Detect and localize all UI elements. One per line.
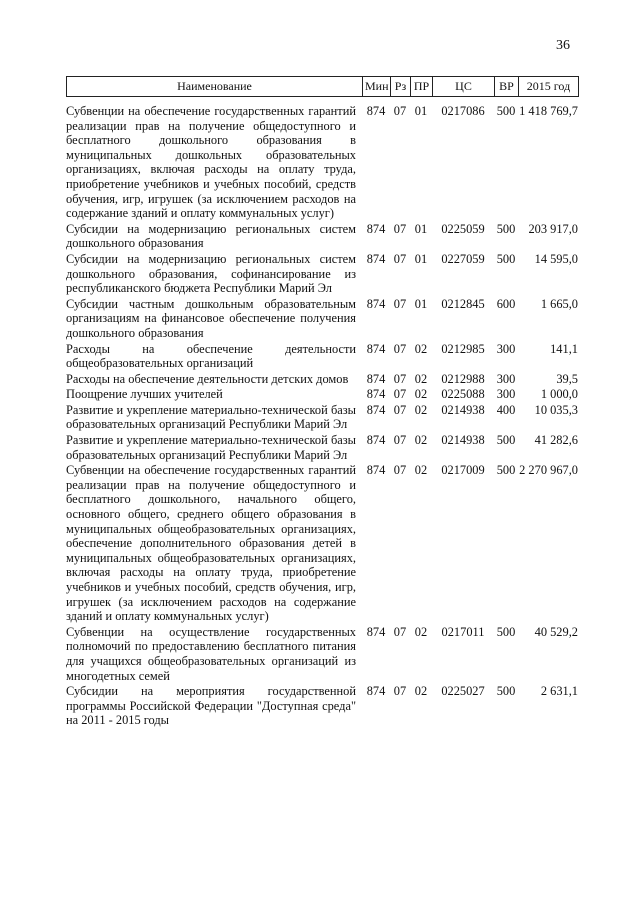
- column-header-min: Мин: [363, 77, 391, 97]
- cell-amount: 2 270 967,0: [519, 463, 578, 478]
- table-row: [66, 252, 578, 297]
- cell-amount: 1 000,0: [540, 387, 578, 402]
- cell-vr: 500: [496, 221, 516, 236]
- cell-amount: 141,1: [550, 341, 578, 356]
- cell-cs: 0214938: [441, 402, 485, 417]
- cell-name: Развитие и укрепление материально-технической базы образовательных организаций Республики Марий Эл: [66, 402, 356, 432]
- cell-cs: 0225027: [441, 684, 485, 699]
- cell-cs: 0212985: [441, 341, 485, 356]
- cell-pr: 01: [414, 104, 428, 118]
- cell-name: Поощрение лучших учителей: [66, 387, 223, 402]
- cell-pr: 02: [414, 463, 428, 478]
- cell-name: Расходы на обеспечение деятельности детских домов: [66, 371, 349, 386]
- cell-rz: 07: [393, 624, 407, 639]
- cell-pr: 01: [414, 251, 428, 266]
- cell-cs: 0225088: [441, 387, 485, 402]
- cell-cs: 0212845: [441, 296, 485, 311]
- cell-pr: 01: [414, 296, 428, 311]
- column-header-year: 2015 год: [519, 77, 579, 97]
- cell-min: 874: [366, 433, 386, 448]
- column-header-name: Наименование: [67, 77, 363, 97]
- cell-rz: 07: [393, 463, 407, 478]
- cell-vr: 300: [496, 341, 516, 356]
- cell-amount: 1 418 769,7: [519, 104, 578, 118]
- cell-rz: 07: [393, 221, 407, 236]
- table-row: [66, 684, 578, 729]
- cell-name: Расходы на обеспечение деятельности общеобразовательных организаций: [66, 341, 356, 371]
- cell-amount: 41 282,6: [534, 433, 578, 448]
- cell-vr: 500: [496, 463, 516, 478]
- cell-vr: 500: [496, 433, 516, 448]
- table-row: [66, 104, 578, 222]
- cell-rz: 07: [393, 371, 407, 386]
- page-number: 36: [556, 38, 570, 53]
- cell-min: 874: [366, 341, 386, 356]
- cell-vr: 600: [496, 296, 516, 311]
- cell-min: 874: [366, 684, 386, 699]
- cell-rz: 07: [393, 387, 407, 402]
- cell-name: Развитие и укрепление материально-технической базы образовательных организаций Республики Марий Эл: [66, 433, 356, 462]
- cell-cs: 0214938: [441, 433, 485, 448]
- cell-cs: 0217011: [441, 624, 485, 639]
- cell-min: 874: [366, 296, 386, 311]
- cell-amount: 10 035,3: [534, 402, 578, 417]
- cell-name: Субсидии на модернизацию региональных систем дошкольного образования: [66, 221, 356, 251]
- cell-rz: 07: [393, 104, 407, 118]
- cell-vr: 500: [496, 251, 516, 266]
- cell-amount: 39,5: [556, 371, 578, 386]
- cell-vr: 500: [496, 104, 516, 118]
- cell-min: 874: [366, 624, 386, 639]
- cell-name: Субсидии частным дошкольным образовательным организациям на финансовое обеспечение получения дошкольного образования: [66, 296, 356, 340]
- table-header: [66, 76, 579, 97]
- table-row: [66, 625, 578, 684]
- cell-min: 874: [366, 463, 386, 478]
- cell-min: 874: [366, 371, 386, 386]
- cell-vr: 400: [496, 402, 516, 417]
- table-row: [66, 387, 578, 403]
- table-row: [66, 403, 578, 433]
- cell-cs: 0227059: [441, 251, 485, 266]
- cell-amount: 14 595,0: [534, 251, 578, 266]
- cell-name: Субвенции на обеспечение государственных гарантий реализации прав на получение общедоступного и бесплатного дошкольного образования в муниципальных дошкольных образовательных организациях, включая расходы на оплату труда, приобретение учебников и учебных пособий, средств обучения, игр, игрушек (за исключением расходов на содержание зданий и оплату коммунальных услуг): [66, 104, 356, 221]
- cell-amount: 40 529,2: [534, 624, 578, 639]
- cell-rz: 07: [393, 402, 407, 417]
- cell-name: Субсидии на мероприятия государственной программы Российской Федерации "Доступная среда" на 2011 - 2015 годы: [66, 684, 356, 728]
- table-row: [66, 222, 578, 252]
- cell-vr: 300: [496, 387, 516, 402]
- cell-cs: 0217086: [441, 104, 485, 118]
- cell-rz: 07: [393, 684, 407, 699]
- cell-pr: 02: [414, 341, 428, 356]
- cell-pr: 02: [414, 684, 428, 699]
- cell-pr: 02: [414, 371, 428, 386]
- cell-rz: 07: [393, 251, 407, 266]
- cell-amount: 203 917,0: [528, 221, 578, 236]
- cell-pr: 02: [414, 433, 428, 448]
- cell-cs: 0212988: [441, 371, 485, 386]
- column-header-rz: Рз: [391, 77, 411, 97]
- cell-min: 874: [366, 221, 386, 236]
- cell-min: 874: [366, 402, 386, 417]
- table-row: [66, 433, 578, 463]
- cell-rz: 07: [393, 433, 407, 448]
- cell-min: 874: [366, 387, 386, 402]
- cell-min: 874: [366, 104, 386, 118]
- budget-table: [66, 104, 578, 729]
- column-header-vr: ВР: [495, 77, 519, 97]
- table-row: [66, 342, 578, 372]
- cell-amount: 2 631,1: [540, 684, 578, 699]
- table-row: [66, 463, 578, 625]
- cell-amount: 1 665,0: [540, 296, 578, 311]
- cell-rz: 07: [393, 296, 407, 311]
- cell-vr: 500: [496, 624, 516, 639]
- cell-vr: 500: [496, 684, 516, 699]
- table-row: [66, 372, 578, 388]
- cell-name: Субвенции на осуществление государственных полномочий по предоставлению бесплатного питания для учащихся общеобразовательных организаций из многодетных семей: [66, 624, 356, 683]
- column-header-cs: ЦС: [433, 77, 495, 97]
- cell-pr: 01: [414, 221, 428, 236]
- cell-rz: 07: [393, 341, 407, 356]
- table-row: [66, 297, 578, 342]
- cell-vr: 300: [496, 371, 516, 386]
- cell-name: Субсидии на модернизацию региональных систем дошкольного образования, софинансирование из республиканского бюджета Республики Марий Эл: [66, 251, 356, 296]
- cell-cs: 0217009: [441, 463, 485, 478]
- column-header-pr: ПР: [411, 77, 433, 97]
- cell-name: Субвенции на обеспечение государственных гарантий реализации прав на получение общедоступного и бесплатного дошкольного, начального общего, основного общего, среднего общего образования в муниципальных общеобразовательных организациях, обеспечение дополнительного образования детей в муниципальных общеобразовательных организациях, включая расходы на оплату труда, приобретение учебников и учебных пособий, средств обучения, игр, игрушек (за исключением расходов на содержание зданий и оплату коммунальных услуг): [66, 463, 356, 624]
- cell-pr: 02: [414, 624, 428, 639]
- cell-pr: 02: [414, 402, 428, 417]
- cell-pr: 02: [414, 387, 428, 402]
- cell-cs: 0225059: [441, 221, 485, 236]
- cell-min: 874: [366, 251, 386, 266]
